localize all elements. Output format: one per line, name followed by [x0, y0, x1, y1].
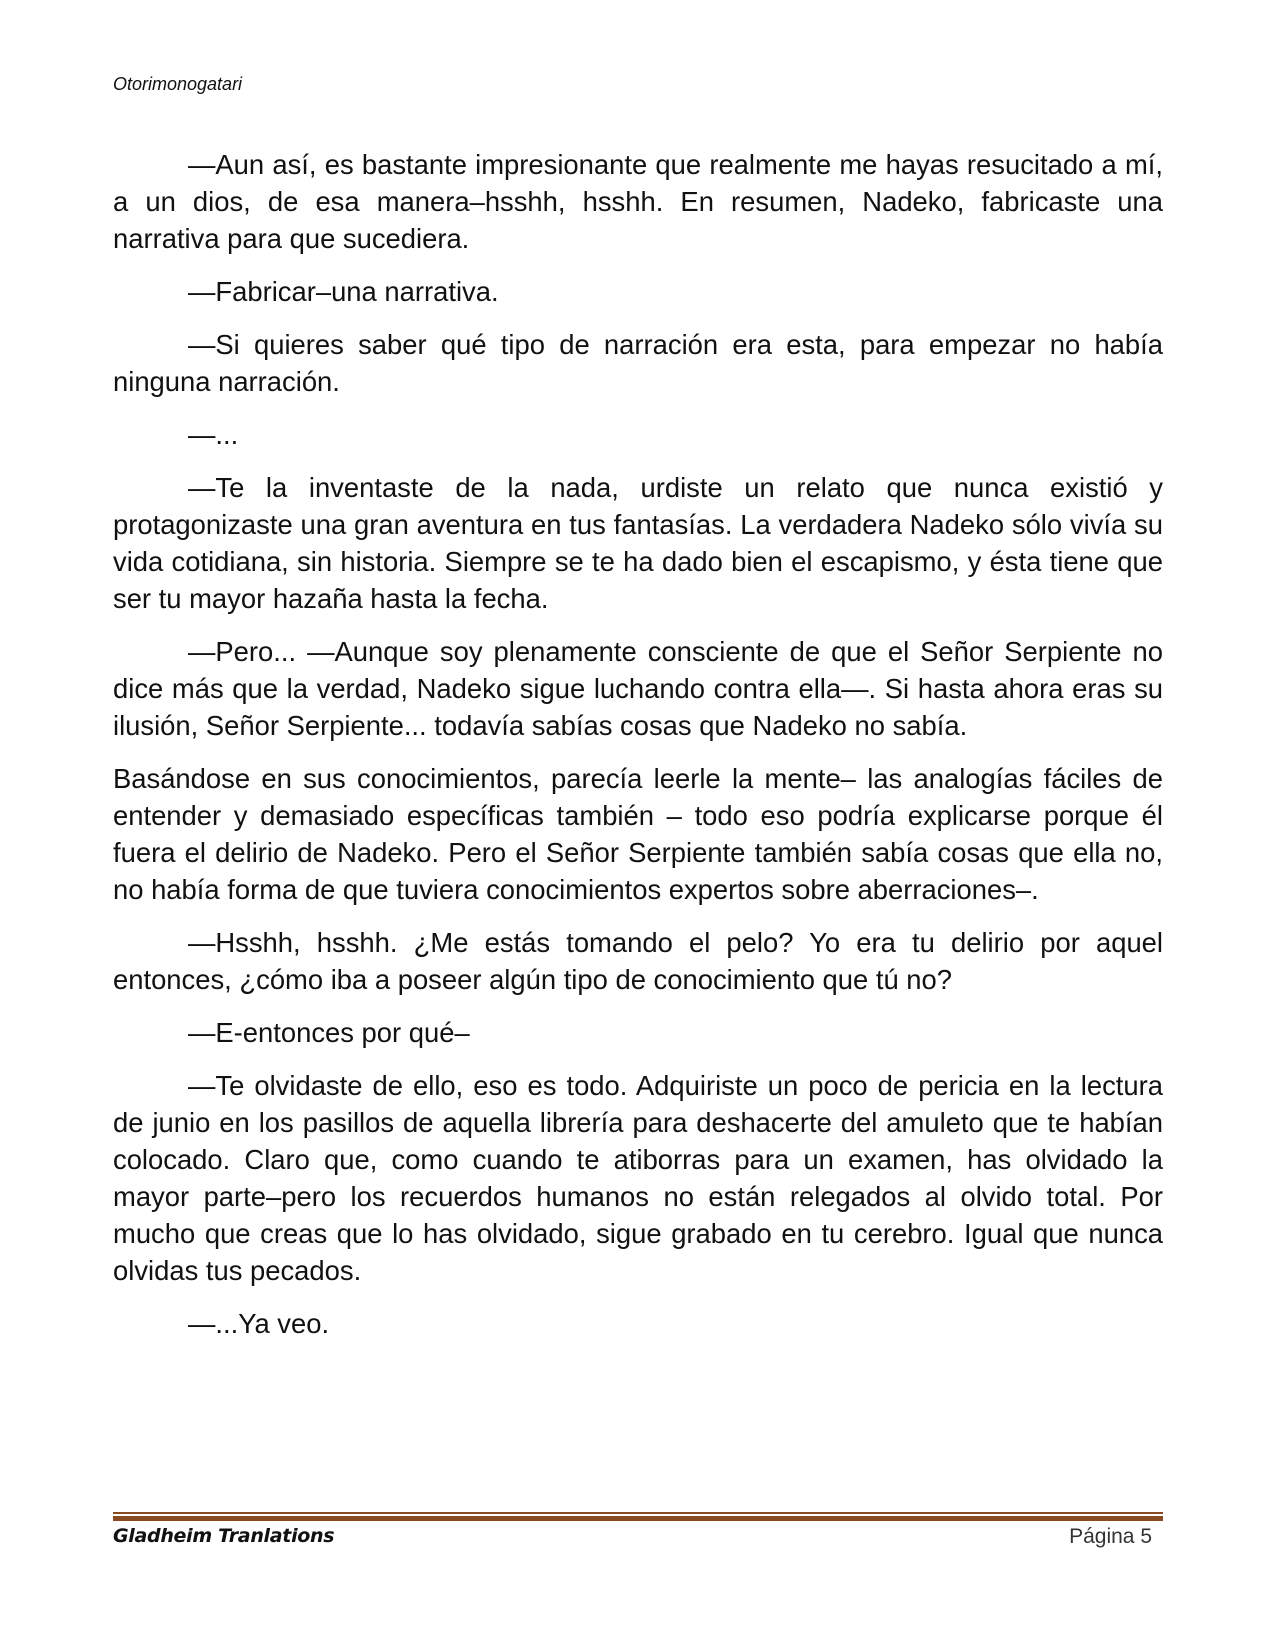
- paragraph: —E-entonces por qué–: [188, 1017, 470, 1048]
- footer-rule-thick: [113, 1516, 1163, 1521]
- paragraph: —Fabricar–una narrativa.: [188, 276, 499, 307]
- paragraph: —Pero... —Aunque soy plenamente consciente de que el Señor Serpiente no dice más que la verdad, Nadeko sigue luchando contra ella—. Si hasta ahora eras su ilusión, Señor Serpiente... todavía sabías cosas que Nadeko no sabía.: [113, 636, 1163, 741]
- paragraph: Basándose en sus conocimientos, parecía leerle la mente– las analogías fáciles de entender y demasiado específicas también – todo eso podría explicarse porque él fuera el delirio de Nadeko. Pero el Señor Serpiente también sabía cosas que ella no, no había forma de que tuviera conocimientos expertos sobre aberraciones–.: [113, 763, 1163, 905]
- footer-rule: [113, 1512, 1163, 1521]
- footer-rule-thin: [113, 1512, 1163, 1514]
- paragraph: —...: [188, 419, 239, 450]
- paragraph: —Aun así, es bastante impresionante que realmente me hayas resucitado a mí, a un dios, de esa manera–hsshh, hsshh. En resumen, Nadeko, fabricaste una narrativa para que sucediera.: [113, 149, 1163, 254]
- paragraph: —Hsshh, hsshh. ¿Me estás tomando el pelo? Yo era tu delirio por aquel entonces, ¿cómo iba a poseer algún tipo de conocimiento que tú no?: [113, 927, 1163, 995]
- page-number: Página 5: [1069, 1525, 1152, 1548]
- paragraph: —Si quieres saber qué tipo de narración era esta, para empezar no había ninguna narración.: [113, 329, 1163, 397]
- paragraph: —...Ya veo.: [188, 1308, 330, 1339]
- footer-publisher: Gladheim Tranlations: [113, 1525, 335, 1547]
- paragraph: —Te la inventaste de la nada, urdiste un relato que nunca existió y protagonizaste una gran aventura en tus fantasías. La verdadera Nadeko sólo vivía su vida cotidiana, sin historia. Siempre se te ha dado bien el escapismo, y ésta tiene que ser tu mayor hazaña hasta la fecha.: [113, 472, 1163, 614]
- running-header: Otorimonogatari: [113, 74, 243, 94]
- paragraph: —Te olvidaste de ello, eso es todo. Adquiriste un poco de pericia en la lectura de junio en los pasillos de aquella librería para deshacerte del amuleto que te habían colocado. Claro que, como cuando te atiborras para un examen, has olvidado la mayor parte–pero los recuerdos humanos no están relegados al olvido total. Por mucho que creas que lo has olvidado, sigue grabado en tu cerebro. Igual que nunca olvidas tus pecados.: [113, 1070, 1163, 1286]
- body-text: [113, 146, 1163, 1358]
